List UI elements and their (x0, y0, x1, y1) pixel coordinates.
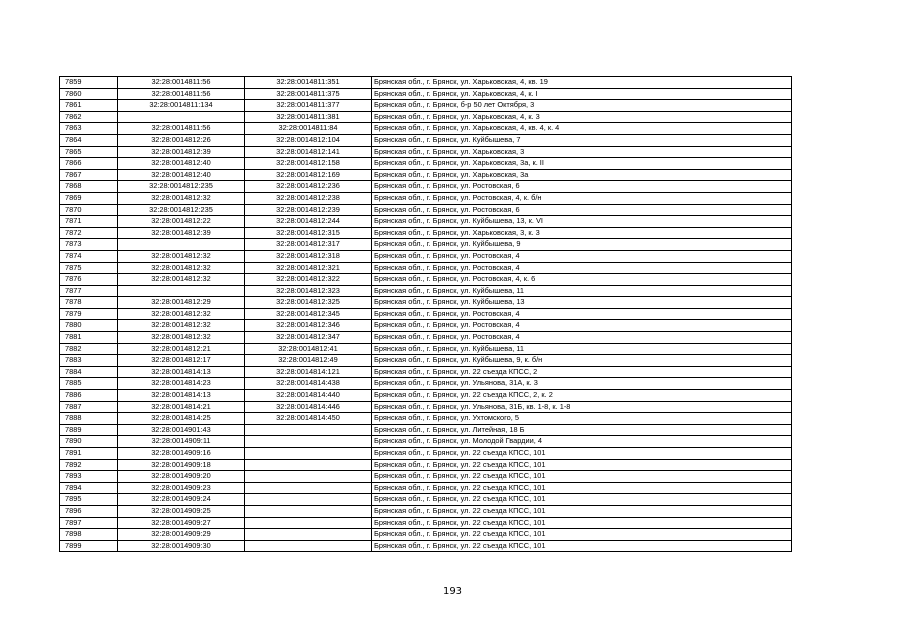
row-number-cell: 7861 (60, 100, 118, 112)
address-cell: Брянская обл., г. Брянск, ул. Ростовская, 4 (372, 320, 792, 332)
parcel-number-cell: 32:28:0014909:30 (118, 540, 245, 552)
object-number-cell (245, 448, 372, 460)
address-cell: Брянская обл., г. Брянск, ул. Ростовская, 4 (372, 308, 792, 320)
parcel-number-cell: 32:28:0014811:134 (118, 100, 245, 112)
table-row (60, 77, 792, 89)
object-number-cell: 32:28:0014812:322 (245, 274, 372, 286)
object-number-cell: 32:28:0014812:169 (245, 169, 372, 181)
object-number-cell: 32:28:0014812:346 (245, 320, 372, 332)
parcel-number-cell: 32:28:0014814:21 (118, 401, 245, 413)
parcel-number-cell: 32:28:0014812:32 (118, 308, 245, 320)
table-row (60, 227, 792, 239)
address-cell: Брянская обл., г. Брянск, ул. Ростовская, 4 (372, 332, 792, 344)
registry-table-container (59, 76, 792, 552)
parcel-number-cell: 32:28:0014812:235 (118, 181, 245, 193)
table-row (60, 181, 792, 193)
address-cell: Брянская обл., г. Брянск, ул. Ростовская, 4 (372, 250, 792, 262)
row-number-cell: 7880 (60, 320, 118, 332)
address-cell: Брянская обл., г. Брянск, ул. Куйбышева, 11 (372, 285, 792, 297)
object-number-cell: 32:28:0014811:375 (245, 88, 372, 100)
object-number-cell: 32:28:0014812:315 (245, 227, 372, 239)
table-row (60, 169, 792, 181)
object-number-cell: 32:28:0014812:347 (245, 332, 372, 344)
table-row (60, 424, 792, 436)
address-cell: Брянская обл., г. Брянск, ул. 22 съезда КПСС, 101 (372, 471, 792, 483)
object-number-cell (245, 540, 372, 552)
table-row (60, 100, 792, 112)
parcel-number-cell: 32:28:0014814:23 (118, 378, 245, 390)
table-row (60, 250, 792, 262)
parcel-number-cell: 32:28:0014901:43 (118, 424, 245, 436)
table-row (60, 111, 792, 123)
address-cell: Брянская обл., г. Брянск, ул. Харьковская, 3а, к. II (372, 158, 792, 170)
parcel-number-cell (118, 239, 245, 251)
table-row (60, 517, 792, 529)
table-row (60, 285, 792, 297)
object-number-cell (245, 424, 372, 436)
object-number-cell: 32:28:0014812:345 (245, 308, 372, 320)
parcel-number-cell: 32:28:0014812:21 (118, 343, 245, 355)
address-cell: Брянская обл., г. Брянск, ул. Куйбышева, 13 (372, 297, 792, 309)
row-number-cell: 7879 (60, 308, 118, 320)
object-number-cell (245, 517, 372, 529)
table-row (60, 274, 792, 286)
page-number: 193 (442, 586, 463, 597)
row-number-cell: 7894 (60, 482, 118, 494)
registry-table (59, 76, 792, 552)
row-number-cell: 7885 (60, 378, 118, 390)
parcel-number-cell: 32:28:0014909:25 (118, 505, 245, 517)
parcel-number-cell: 32:28:0014811:56 (118, 77, 245, 89)
object-number-cell (245, 436, 372, 448)
row-number-cell: 7883 (60, 355, 118, 367)
table-row (60, 529, 792, 541)
row-number-cell: 7888 (60, 413, 118, 425)
object-number-cell: 32:28:0014811:381 (245, 111, 372, 123)
row-number-cell: 7870 (60, 204, 118, 216)
object-number-cell: 32:28:0014811:377 (245, 100, 372, 112)
address-cell: Брянская обл., г. Брянск, ул. Харьковская, 4, кв. 4, к. 4 (372, 123, 792, 135)
row-number-cell: 7893 (60, 471, 118, 483)
table-row (60, 146, 792, 158)
object-number-cell: 32:28:0014812:236 (245, 181, 372, 193)
table-row (60, 494, 792, 506)
row-number-cell: 7862 (60, 111, 118, 123)
parcel-number-cell: 32:28:0014812:32 (118, 192, 245, 204)
object-number-cell: 32:28:0014812:239 (245, 204, 372, 216)
object-number-cell: 32:28:0014812:141 (245, 146, 372, 158)
table-row (60, 401, 792, 413)
parcel-number-cell: 32:28:0014812:32 (118, 332, 245, 344)
parcel-number-cell: 32:28:0014812:39 (118, 227, 245, 239)
row-number-cell: 7877 (60, 285, 118, 297)
table-row (60, 297, 792, 309)
address-cell: Брянская обл., г. Брянск, ул. Ростовская, 4, к. б/н (372, 192, 792, 204)
parcel-number-cell: 32:28:0014812:17 (118, 355, 245, 367)
parcel-number-cell: 32:28:0014812:40 (118, 158, 245, 170)
address-cell: Брянская обл., г. Брянск, б-р 50 лет Октября, 3 (372, 100, 792, 112)
row-number-cell: 7859 (60, 77, 118, 89)
object-number-cell (245, 494, 372, 506)
address-cell: Брянская обл., г. Брянск, ул. 22 съезда КПСС, 2 (372, 366, 792, 378)
table-row (60, 505, 792, 517)
address-cell: Брянская обл., г. Брянск, ул. Харьковская, 4, кв. 19 (372, 77, 792, 89)
row-number-cell: 7871 (60, 216, 118, 228)
table-row (60, 332, 792, 344)
parcel-number-cell: 32:28:0014909:16 (118, 448, 245, 460)
address-cell: Брянская обл., г. Брянск, ул. Куйбышева, 11 (372, 343, 792, 355)
parcel-number-cell: 32:28:0014814:13 (118, 390, 245, 402)
address-cell: Брянская обл., г. Брянск, ул. Ульянова, 31Б, кв. 1-8, к. 1-8 (372, 401, 792, 413)
address-cell: Брянская обл., г. Брянск, ул. 22 съезда КПСС, 101 (372, 529, 792, 541)
object-number-cell: 32:28:0014812:158 (245, 158, 372, 170)
address-cell: Брянская обл., г. Брянск, ул. Харьковская, 3а (372, 169, 792, 181)
object-number-cell: 32:28:0014814:440 (245, 390, 372, 402)
address-cell: Брянская обл., г. Брянск, ул. Харьковская, 3, к. 3 (372, 227, 792, 239)
table-row (60, 448, 792, 460)
address-cell: Брянская обл., г. Брянск, ул. Куйбышева, 9 (372, 239, 792, 251)
row-number-cell: 7863 (60, 123, 118, 135)
row-number-cell: 7898 (60, 529, 118, 541)
object-number-cell: 32:28:0014812:41 (245, 343, 372, 355)
parcel-number-cell: 32:28:0014812:32 (118, 250, 245, 262)
address-cell: Брянская обл., г. Брянск, ул. Ростовская, 4, к. 6 (372, 274, 792, 286)
table-row (60, 471, 792, 483)
object-number-cell: 32:28:0014811:84 (245, 123, 372, 135)
row-number-cell: 7872 (60, 227, 118, 239)
object-number-cell: 32:28:0014814:450 (245, 413, 372, 425)
row-number-cell: 7867 (60, 169, 118, 181)
address-cell: Брянская обл., г. Брянск, ул. Куйбышева, 13, к. VI (372, 216, 792, 228)
object-number-cell: 32:28:0014812:238 (245, 192, 372, 204)
row-number-cell: 7874 (60, 250, 118, 262)
parcel-number-cell: 32:28:0014812:235 (118, 204, 245, 216)
address-cell: Брянская обл., г. Брянск, ул. Ухтомского, 5 (372, 413, 792, 425)
address-cell: Брянская обл., г. Брянск, ул. 22 съезда КПСС, 101 (372, 494, 792, 506)
row-number-cell: 7876 (60, 274, 118, 286)
table-row (60, 134, 792, 146)
object-number-cell: 32:28:0014812:317 (245, 239, 372, 251)
parcel-number-cell: 32:28:0014812:32 (118, 320, 245, 332)
object-number-cell: 32:28:0014812:104 (245, 134, 372, 146)
parcel-number-cell: 32:28:0014909:23 (118, 482, 245, 494)
row-number-cell: 7866 (60, 158, 118, 170)
row-number-cell: 7899 (60, 540, 118, 552)
table-row (60, 355, 792, 367)
row-number-cell: 7886 (60, 390, 118, 402)
address-cell: Брянская обл., г. Брянск, ул. Ростовская, 4 (372, 262, 792, 274)
row-number-cell: 7865 (60, 146, 118, 158)
row-number-cell: 7897 (60, 517, 118, 529)
address-cell: Брянская обл., г. Брянск, ул. Литейная, 18 Б (372, 424, 792, 436)
address-cell: Брянская обл., г. Брянск, ул. 22 съезда КПСС, 101 (372, 448, 792, 460)
row-number-cell: 7873 (60, 239, 118, 251)
table-row (60, 123, 792, 135)
row-number-cell: 7887 (60, 401, 118, 413)
address-cell: Брянская обл., г. Брянск, ул. Молодой Гвардии, 4 (372, 436, 792, 448)
parcel-number-cell (118, 111, 245, 123)
address-cell: Брянская обл., г. Брянск, ул. Ульянова, 31А, к. 3 (372, 378, 792, 390)
parcel-number-cell: 32:28:0014812:40 (118, 169, 245, 181)
table-row (60, 320, 792, 332)
address-cell: Брянская обл., г. Брянск, ул. 22 съезда КПСС, 101 (372, 482, 792, 494)
row-number-cell: 7881 (60, 332, 118, 344)
table-row (60, 192, 792, 204)
address-cell: Брянская обл., г. Брянск, ул. Куйбышева, 9, к. б/н (372, 355, 792, 367)
row-number-cell: 7895 (60, 494, 118, 506)
table-row (60, 204, 792, 216)
object-number-cell: 32:28:0014814:121 (245, 366, 372, 378)
parcel-number-cell: 32:28:0014811:56 (118, 123, 245, 135)
parcel-number-cell: 32:28:0014909:20 (118, 471, 245, 483)
table-row (60, 540, 792, 552)
object-number-cell: 32:28:0014812:321 (245, 262, 372, 274)
table-row (60, 343, 792, 355)
address-cell: Брянская обл., г. Брянск, ул. 22 съезда КПСС, 101 (372, 505, 792, 517)
address-cell: Брянская обл., г. Брянск, ул. 22 съезда КПСС, 101 (372, 517, 792, 529)
address-cell: Брянская обл., г. Брянск, ул. Куйбышева, 7 (372, 134, 792, 146)
row-number-cell: 7860 (60, 88, 118, 100)
object-number-cell (245, 459, 372, 471)
table-row (60, 308, 792, 320)
parcel-number-cell: 32:28:0014814:25 (118, 413, 245, 425)
table-row (60, 459, 792, 471)
object-number-cell: 32:28:0014812:323 (245, 285, 372, 297)
row-number-cell: 7875 (60, 262, 118, 274)
address-cell: Брянская обл., г. Брянск, ул. Ростовская, 6 (372, 181, 792, 193)
address-cell: Брянская обл., г. Брянск, ул. Ростовская, 6 (372, 204, 792, 216)
row-number-cell: 7889 (60, 424, 118, 436)
table-row (60, 262, 792, 274)
parcel-number-cell: 32:28:0014812:32 (118, 274, 245, 286)
table-row (60, 378, 792, 390)
row-number-cell: 7864 (60, 134, 118, 146)
parcel-number-cell: 32:28:0014812:26 (118, 134, 245, 146)
parcel-number-cell: 32:28:0014812:32 (118, 262, 245, 274)
table-row (60, 436, 792, 448)
object-number-cell (245, 482, 372, 494)
parcel-number-cell: 32:28:0014909:29 (118, 529, 245, 541)
table-row (60, 413, 792, 425)
row-number-cell: 7891 (60, 448, 118, 460)
row-number-cell: 7869 (60, 192, 118, 204)
object-number-cell (245, 505, 372, 517)
row-number-cell: 7896 (60, 505, 118, 517)
row-number-cell: 7882 (60, 343, 118, 355)
row-number-cell: 7892 (60, 459, 118, 471)
table-row (60, 239, 792, 251)
parcel-number-cell: 32:28:0014812:29 (118, 297, 245, 309)
parcel-number-cell: 32:28:0014909:27 (118, 517, 245, 529)
address-cell: Брянская обл., г. Брянск, ул. 22 съезда КПСС, 101 (372, 540, 792, 552)
address-cell: Брянская обл., г. Брянск, ул. 22 съезда КПСС, 2, к. 2 (372, 390, 792, 402)
object-number-cell (245, 471, 372, 483)
parcel-number-cell: 32:28:0014909:11 (118, 436, 245, 448)
parcel-number-cell: 32:28:0014814:13 (118, 366, 245, 378)
row-number-cell: 7884 (60, 366, 118, 378)
table-row (60, 158, 792, 170)
object-number-cell: 32:28:0014812:318 (245, 250, 372, 262)
registry-table-body (60, 77, 792, 552)
address-cell: Брянская обл., г. Брянск, ул. 22 съезда КПСС, 101 (372, 459, 792, 471)
address-cell: Брянская обл., г. Брянск, ул. Харьковская, 4, к. 3 (372, 111, 792, 123)
row-number-cell: 7878 (60, 297, 118, 309)
address-cell: Брянская обл., г. Брянск, ул. Харьковская, 3 (372, 146, 792, 158)
parcel-number-cell: 32:28:0014812:39 (118, 146, 245, 158)
object-number-cell: 32:28:0014812:49 (245, 355, 372, 367)
table-row (60, 88, 792, 100)
object-number-cell: 32:28:0014812:325 (245, 297, 372, 309)
row-number-cell: 7868 (60, 181, 118, 193)
table-row (60, 482, 792, 494)
address-cell: Брянская обл., г. Брянск, ул. Харьковская, 4, к. I (372, 88, 792, 100)
parcel-number-cell: 32:28:0014909:18 (118, 459, 245, 471)
parcel-number-cell (118, 285, 245, 297)
parcel-number-cell: 32:28:0014812:22 (118, 216, 245, 228)
table-row (60, 390, 792, 402)
parcel-number-cell: 32:28:0014811:56 (118, 88, 245, 100)
object-number-cell: 32:28:0014814:446 (245, 401, 372, 413)
table-row (60, 366, 792, 378)
object-number-cell: 32:28:0014814:438 (245, 378, 372, 390)
object-number-cell: 32:28:0014812:244 (245, 216, 372, 228)
row-number-cell: 7890 (60, 436, 118, 448)
object-number-cell (245, 529, 372, 541)
table-row (60, 216, 792, 228)
parcel-number-cell: 32:28:0014909:24 (118, 494, 245, 506)
object-number-cell: 32:28:0014811:351 (245, 77, 372, 89)
